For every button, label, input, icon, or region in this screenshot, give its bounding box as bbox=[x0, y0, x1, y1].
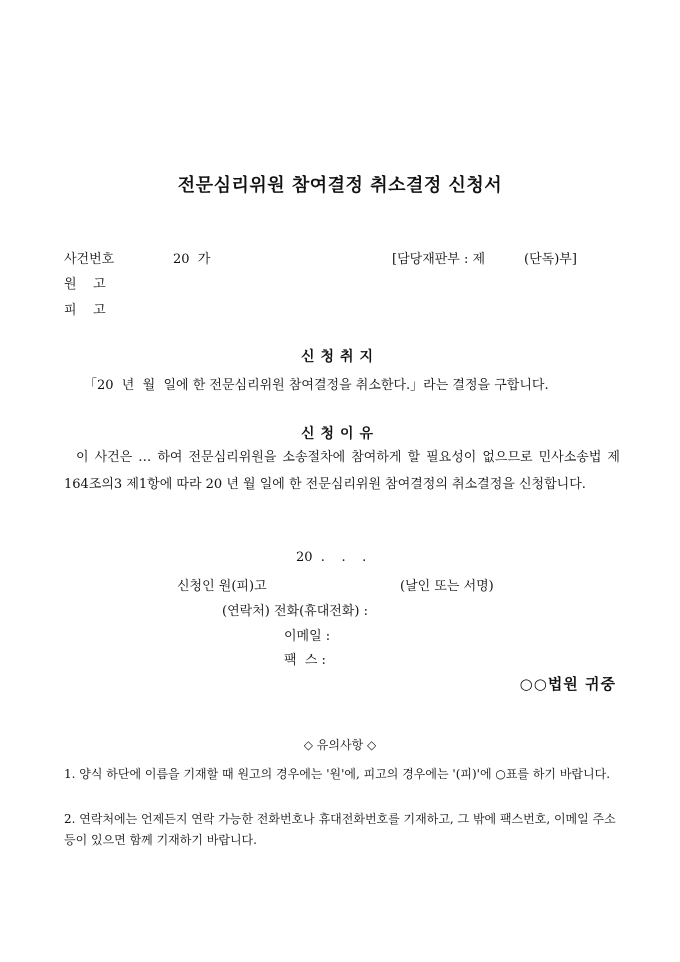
email-label: 이메일 : bbox=[284, 629, 331, 644]
court-addressee: ○○법원 귀중 bbox=[519, 675, 616, 693]
document-title: 전문심리위원 참여결정 취소결정 신청서 bbox=[177, 175, 503, 196]
defendant-label: 피 고 bbox=[64, 303, 106, 318]
case-number-value: 20 가 bbox=[173, 252, 211, 267]
contact-label: (연락처) 전화(휴대전화) : bbox=[222, 604, 368, 619]
reason-heading: 신청이유 bbox=[300, 426, 380, 442]
purpose-text: 「20 년 월 일에 한 전문심리위원 참여결정을 취소한다.」라는 결정을 구합니다. bbox=[84, 378, 549, 393]
purpose-heading: 신청취지 bbox=[300, 349, 380, 365]
applicant-label: 신청인 원(피)고 bbox=[177, 579, 267, 594]
notice-title: ◇ 유의사항 ◇ bbox=[303, 738, 377, 752]
signature-date: 20 . . . bbox=[296, 550, 367, 565]
plaintiff-label: 원 고 bbox=[64, 277, 106, 292]
fax-label: 팩 스 : bbox=[284, 653, 326, 668]
court-dept-label: [담당재판부 : 제 bbox=[392, 252, 486, 267]
notice-item-1: 1. 양식 하단에 이름을 기재할 때 원고의 경우에는 '원'에, 피고의 경우에는 '(피)'에 ○표를 하기 바랍니다. bbox=[64, 767, 611, 781]
court-dept-value: (단독)부] bbox=[524, 252, 577, 267]
case-number-label: 사건번호 bbox=[64, 252, 115, 267]
reason-text: 이 사건은 … 하여 전문심리위원을 소송절차에 참여하게 할 필요성이 없으므로 민사소송법 제164조의3 제1항에 따라 20 년 월 일에 한 전문심리위원 참여결정의 취소결정을 신청합니다. bbox=[64, 450, 620, 492]
notice-item-2: 2. 연락처에는 언제든지 연락 가능한 전화번호나 휴대전화번호를 기재하고, 그 밖에 팩스번호, 이메일 주소 등이 있으면 함께 기재하기 바랍니다. bbox=[64, 812, 616, 847]
seal-note: (날인 또는 서명) bbox=[400, 579, 494, 594]
